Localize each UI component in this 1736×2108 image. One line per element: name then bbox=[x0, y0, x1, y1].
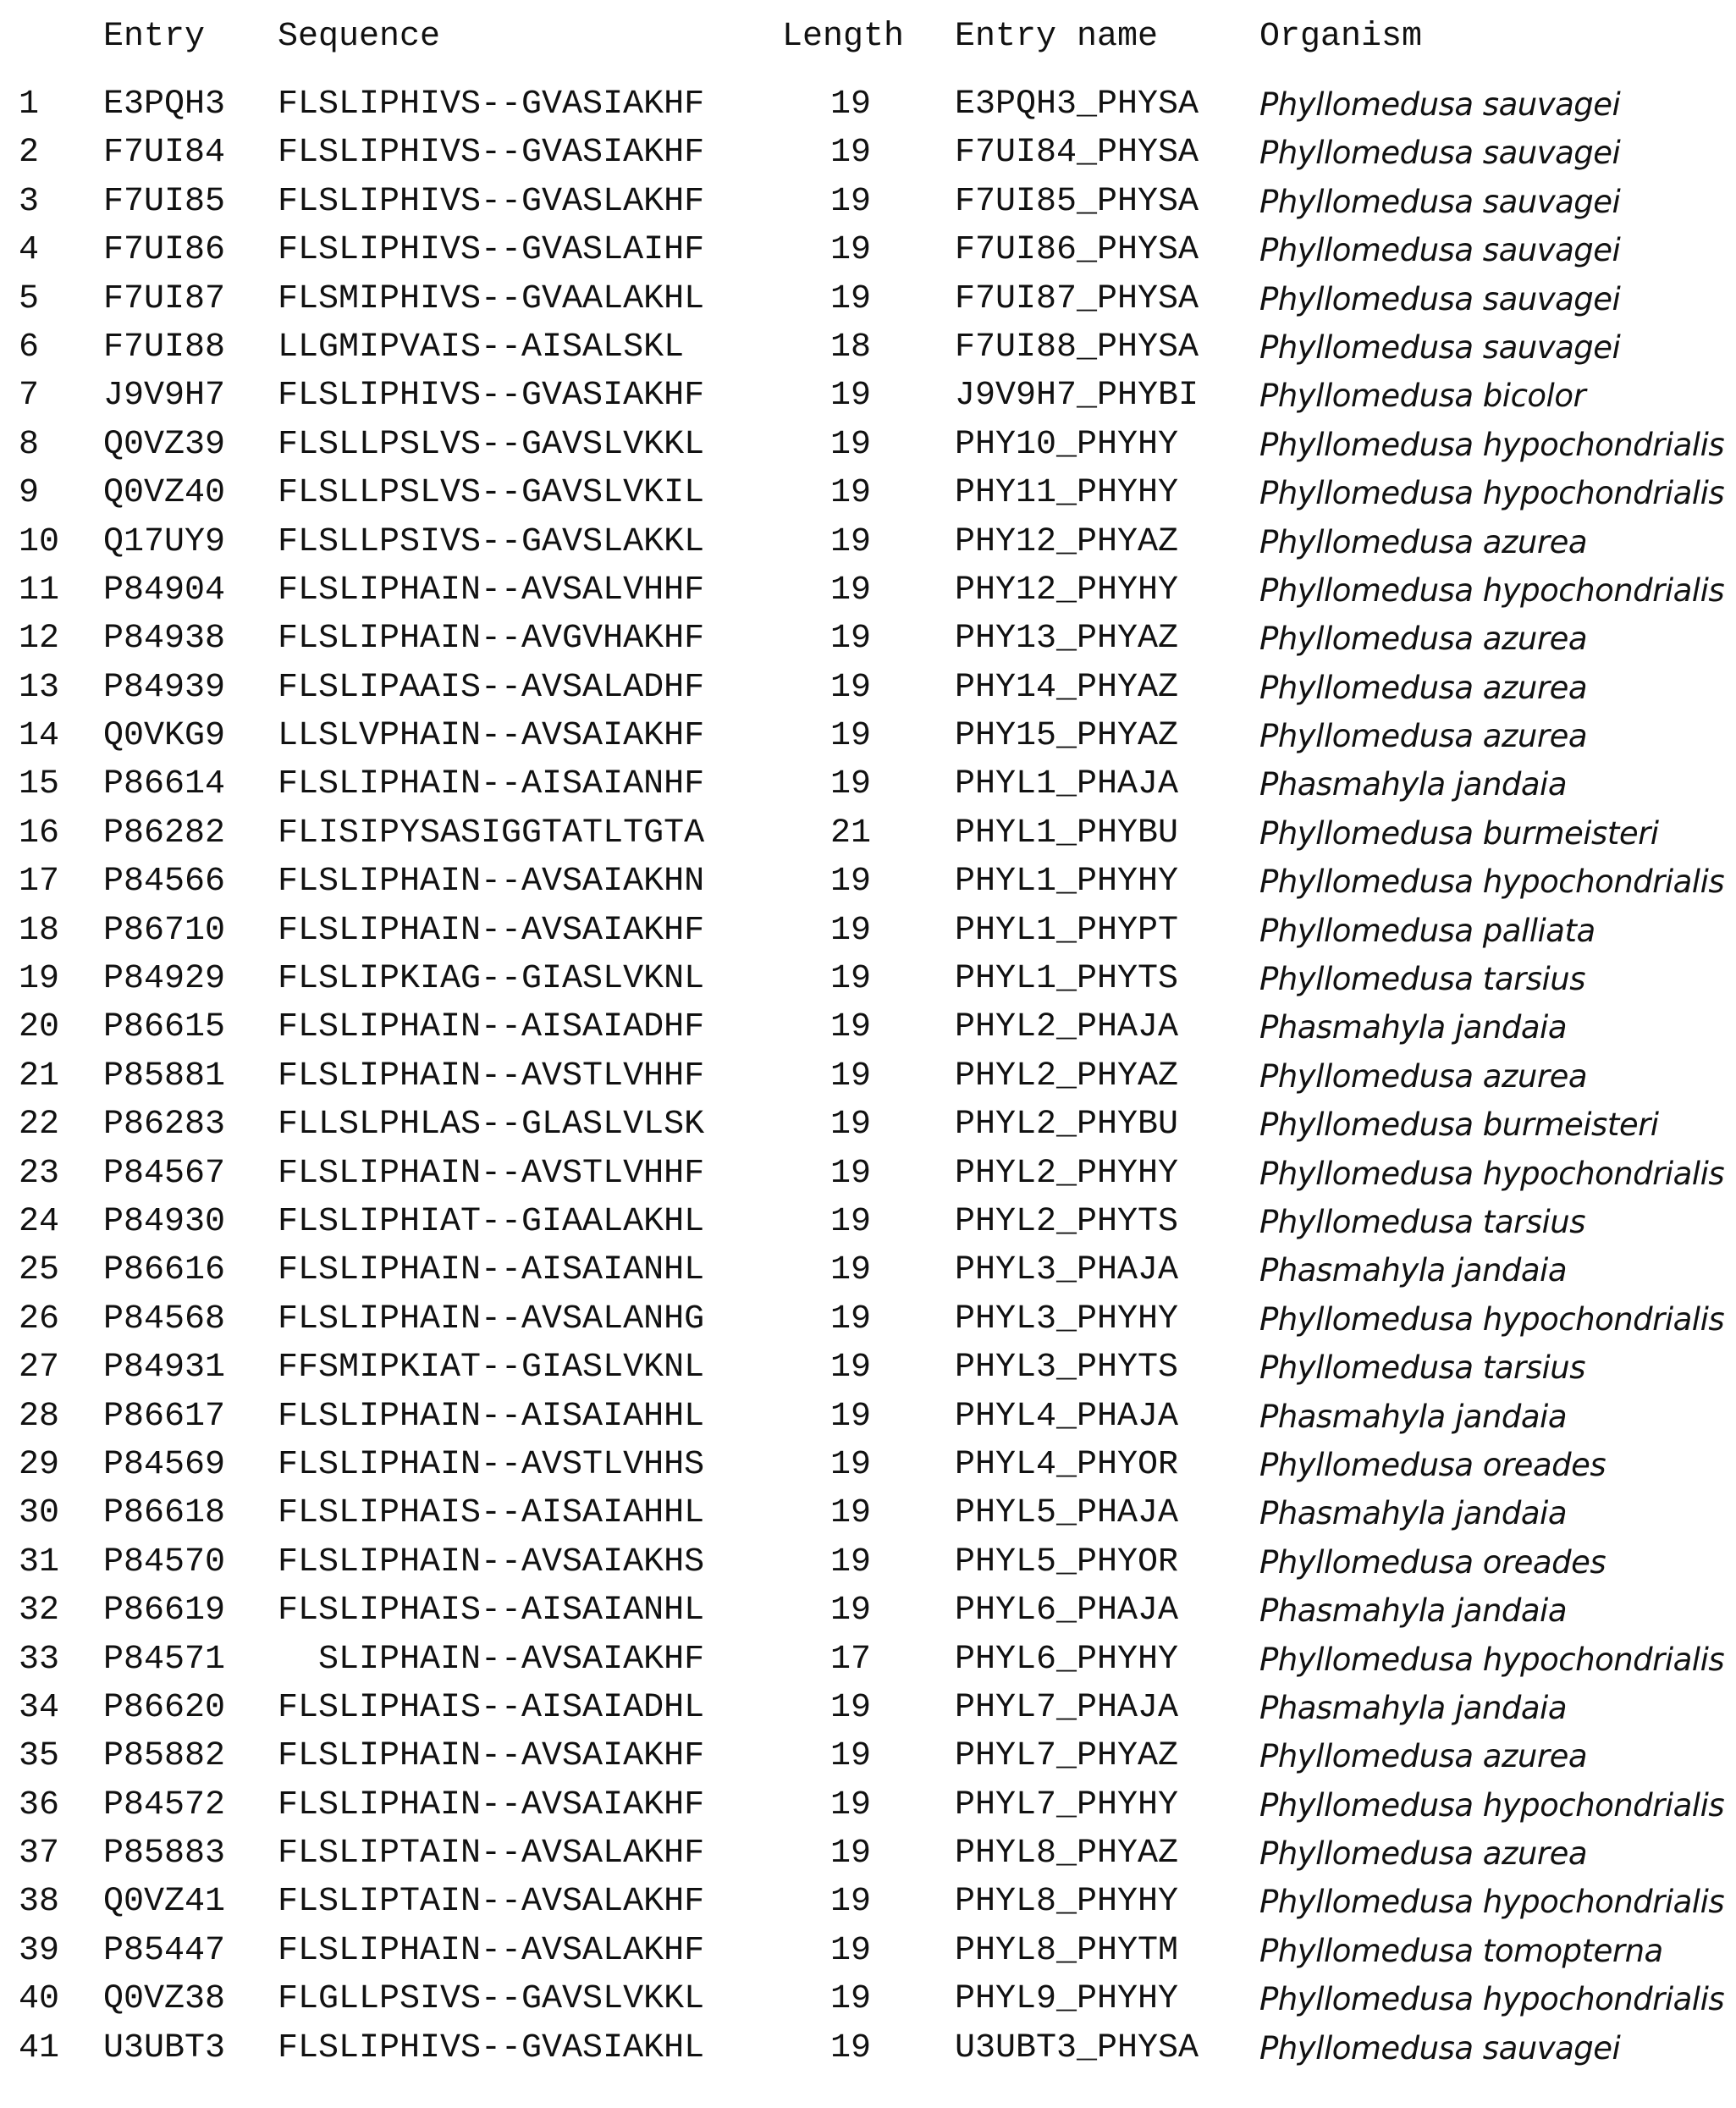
organism-cell: Phyllomedusa sauvagei bbox=[1259, 135, 1621, 172]
length-cell: 19 bbox=[829, 1057, 871, 1095]
length-cell: 19 bbox=[829, 911, 871, 950]
row-number: 2 bbox=[19, 134, 40, 173]
sequence-cell: FLSLIPTAIN--AVSALAKHF bbox=[278, 1883, 705, 1922]
table-body bbox=[0, 76, 1736, 2068]
row-number: 14 bbox=[19, 717, 60, 756]
entry-name-cell: PHYL2_PHYAZ bbox=[955, 1057, 1179, 1095]
entry-name-cell: F7UI87_PHYSA bbox=[955, 279, 1199, 318]
sequence-cell: FLSLIPHAIS--AISAIADHL bbox=[278, 1688, 705, 1727]
entry-name-cell: PHY12_PHYAZ bbox=[955, 522, 1179, 561]
entry-name-cell: PHYL4_PHYOR bbox=[955, 1445, 1179, 1484]
organism-cell: Phasmahyla jandaia bbox=[1259, 1398, 1568, 1435]
table-row bbox=[0, 222, 1736, 270]
sequence-cell: FLSLIPHAIN--AVGVHAKHF bbox=[278, 620, 705, 659]
length-cell: 19 bbox=[829, 1397, 871, 1436]
table-row bbox=[0, 271, 1736, 319]
row-number: 21 bbox=[19, 1057, 60, 1095]
entry-cell: P86615 bbox=[103, 1008, 226, 1047]
entry-cell: P85882 bbox=[103, 1737, 226, 1776]
row-number: 17 bbox=[19, 863, 60, 902]
organism-cell: Phasmahyla jandaia bbox=[1259, 1252, 1568, 1289]
row-number: 35 bbox=[19, 1737, 60, 1776]
table-row bbox=[0, 1339, 1736, 1388]
entry-cell: P86620 bbox=[103, 1688, 226, 1727]
organism-cell: Phyllomedusa sauvagei bbox=[1259, 280, 1621, 317]
table-row bbox=[0, 417, 1736, 465]
entry-cell: P84568 bbox=[103, 1300, 226, 1338]
entry-cell: P84931 bbox=[103, 1349, 226, 1388]
entry-cell: Q0VZ39 bbox=[103, 425, 226, 464]
length-cell: 19 bbox=[829, 1106, 871, 1145]
sequence-cell: FLSLIPHIVS--GVASLAIHF bbox=[278, 231, 705, 270]
length-cell: 19 bbox=[829, 1542, 871, 1581]
sequence-cell: FLSLIPHIVS--GVASIAKHF bbox=[278, 134, 705, 173]
row-number: 36 bbox=[19, 1785, 60, 1824]
entry-name-cell: PHYL2_PHYBU bbox=[955, 1106, 1179, 1145]
length-cell: 21 bbox=[829, 814, 871, 853]
entry-cell: P86283 bbox=[103, 1106, 226, 1145]
row-number: 32 bbox=[19, 1592, 60, 1631]
row-number: 1 bbox=[19, 86, 40, 124]
row-number: 38 bbox=[19, 1883, 60, 1922]
length-cell: 19 bbox=[829, 1688, 871, 1727]
entry-cell: P86282 bbox=[103, 814, 226, 853]
length-cell: 19 bbox=[829, 571, 871, 610]
entry-cell: Q0VKG9 bbox=[103, 717, 226, 756]
row-number: 15 bbox=[19, 765, 60, 804]
sequence-cell: FLSLIPHAIN--AVSTLVHHS bbox=[278, 1445, 705, 1484]
length-cell: 19 bbox=[829, 1737, 871, 1776]
length-cell: 19 bbox=[829, 1202, 871, 1241]
entry-cell: F7UI88 bbox=[103, 328, 226, 367]
length-cell: 19 bbox=[829, 1835, 871, 1873]
row-number: 39 bbox=[19, 1931, 60, 1970]
entry-cell: P84930 bbox=[103, 1202, 226, 1241]
sequence-cell: FLSLIPHAIS--AISAIAHHL bbox=[278, 1494, 705, 1533]
length-cell: 18 bbox=[829, 328, 871, 367]
row-number: 18 bbox=[19, 911, 60, 950]
length-cell: 19 bbox=[829, 1883, 871, 1922]
table-row bbox=[0, 1873, 1736, 1922]
organism-cell: Phyllomedusa palliata bbox=[1259, 912, 1595, 949]
table-row bbox=[0, 902, 1736, 951]
entry-cell: P84929 bbox=[103, 960, 226, 999]
entry-cell: F7UI86 bbox=[103, 231, 226, 270]
row-number: 22 bbox=[19, 1106, 60, 1145]
row-number: 6 bbox=[19, 328, 40, 367]
row-number: 7 bbox=[19, 377, 40, 416]
entry-cell: F7UI87 bbox=[103, 279, 226, 318]
organism-cell: Phyllomedusa hypochondrialis bbox=[1259, 475, 1725, 512]
table-row bbox=[0, 1728, 1736, 1776]
sequence-cell: FLSLIPHAIN--AVSALANHG bbox=[278, 1300, 705, 1338]
table-row bbox=[0, 1923, 1736, 1971]
row-number: 37 bbox=[19, 1835, 60, 1873]
table-row bbox=[0, 1242, 1736, 1290]
row-number: 25 bbox=[19, 1251, 60, 1290]
length-cell: 19 bbox=[829, 2028, 871, 2067]
length-cell: 19 bbox=[829, 1154, 871, 1193]
sequence-cell: FLSLIPHAIN--AVSAIAKHF bbox=[278, 1785, 705, 1824]
table-row bbox=[0, 708, 1736, 756]
table-row bbox=[0, 659, 1736, 708]
table-row bbox=[0, 367, 1736, 416]
entry-cell: P84567 bbox=[103, 1154, 226, 1193]
entry-name-cell: PHYL7_PHYAZ bbox=[955, 1737, 1179, 1776]
table-row bbox=[0, 124, 1736, 173]
table-row bbox=[0, 76, 1736, 124]
organism-cell: Phyllomedusa tarsius bbox=[1259, 961, 1585, 998]
sequence-cell: LLSLVPHAIN--AVSAIAKHF bbox=[278, 717, 705, 756]
entry-cell: P86619 bbox=[103, 1592, 226, 1631]
sequence-cell: FLSLIPHIVS--GVASIAKHF bbox=[278, 86, 705, 124]
table-row bbox=[0, 1582, 1736, 1631]
entry-name-cell: F7UI84_PHYSA bbox=[955, 134, 1199, 173]
table-row bbox=[0, 1194, 1736, 1242]
entry-cell: J9V9H7 bbox=[103, 377, 226, 416]
entry-cell: P86710 bbox=[103, 911, 226, 950]
row-number: 24 bbox=[19, 1202, 60, 1241]
entry-name-cell: PHYL8_PHYAZ bbox=[955, 1835, 1179, 1873]
row-number: 20 bbox=[19, 1008, 60, 1047]
length-cell: 19 bbox=[829, 377, 871, 416]
organism-cell: Phyllomedusa sauvagei bbox=[1259, 328, 1621, 366]
organism-cell: Phyllomedusa oreades bbox=[1259, 1446, 1606, 1483]
sequence-cell: FLSLIPTAIN--AVSALAKHF bbox=[278, 1835, 705, 1873]
sequence-cell: LLGMIPVAIS--AISALSKL bbox=[278, 328, 685, 367]
row-number: 40 bbox=[19, 1980, 60, 2019]
entry-name-cell: F7UI88_PHYSA bbox=[955, 328, 1199, 367]
length-cell: 19 bbox=[829, 231, 871, 270]
sequence-cell: SLIPHAIN--AVSAIAKHF bbox=[278, 1640, 705, 1679]
row-number: 19 bbox=[19, 960, 60, 999]
organism-cell: Phyllomedusa tarsius bbox=[1259, 1349, 1585, 1387]
length-cell: 19 bbox=[829, 960, 871, 999]
entry-name-cell: PHY13_PHYAZ bbox=[955, 620, 1179, 659]
row-number: 9 bbox=[19, 474, 40, 513]
organism-cell: Phyllomedusa sauvagei bbox=[1259, 232, 1621, 269]
table-row bbox=[0, 1825, 1736, 1873]
entry-name-cell: PHYL1_PHYBU bbox=[955, 814, 1179, 853]
length-cell: 19 bbox=[829, 1300, 871, 1338]
table-row bbox=[0, 1485, 1736, 1533]
entry-name-cell: PHYL9_PHYHY bbox=[955, 1980, 1179, 2019]
entry-name-cell: PHYL3_PHAJA bbox=[955, 1251, 1179, 1290]
row-number: 23 bbox=[19, 1154, 60, 1193]
length-cell: 19 bbox=[829, 620, 871, 659]
table-row bbox=[0, 1971, 1736, 2019]
entry-cell: Q0VZ40 bbox=[103, 474, 226, 513]
organism-cell: Phyllomedusa oreades bbox=[1259, 1543, 1606, 1581]
length-cell: 17 bbox=[829, 1640, 871, 1679]
header-sequence: Sequence bbox=[278, 18, 441, 56]
entry-cell: P84566 bbox=[103, 863, 226, 902]
entry-name-cell: E3PQH3_PHYSA bbox=[955, 86, 1199, 124]
organism-cell: Phyllomedusa azurea bbox=[1259, 669, 1588, 706]
sequence-cell: FLSMIPHIVS--GVAALAKHL bbox=[278, 279, 705, 318]
entry-cell: P85447 bbox=[103, 1931, 226, 1970]
sequence-cell: FLSLIPHAIN--AISAIANHF bbox=[278, 765, 705, 804]
entry-name-cell: J9V9H7_PHYBI bbox=[955, 377, 1199, 416]
entry-name-cell: PHYL1_PHYPT bbox=[955, 911, 1179, 950]
entry-name-cell: PHY10_PHYHY bbox=[955, 425, 1179, 464]
length-cell: 19 bbox=[829, 1592, 871, 1631]
entry-name-cell: F7UI85_PHYSA bbox=[955, 182, 1199, 221]
row-number: 29 bbox=[19, 1445, 60, 1484]
row-number: 28 bbox=[19, 1397, 60, 1436]
table-row bbox=[0, 562, 1736, 610]
sequence-cell: FLSLIPHAIS--AISAIANHL bbox=[278, 1592, 705, 1631]
sequence-cell: FLSLIPHAIN--AVSAIAKHN bbox=[278, 863, 705, 902]
sequence-cell: FLSLIPHIAT--GIAALAKHL bbox=[278, 1202, 705, 1241]
organism-cell: Phyllomedusa hypochondrialis bbox=[1259, 426, 1725, 463]
organism-cell: Phyllomedusa azurea bbox=[1259, 523, 1588, 560]
length-cell: 19 bbox=[829, 182, 871, 221]
row-number: 12 bbox=[19, 620, 60, 659]
entry-name-cell: PHYL7_PHAJA bbox=[955, 1688, 1179, 1727]
organism-cell: Phyllomedusa azurea bbox=[1259, 1835, 1588, 1873]
table-row bbox=[0, 174, 1736, 222]
entry-name-cell: PHYL2_PHYTS bbox=[955, 1202, 1179, 1241]
length-cell: 19 bbox=[829, 1785, 871, 1824]
organism-cell: Phyllomedusa hypochondrialis bbox=[1259, 1786, 1725, 1824]
entry-cell: P85881 bbox=[103, 1057, 226, 1095]
table-row bbox=[0, 1388, 1736, 1437]
sequence-cell: FLSLIPAAIS--AVSALADHF bbox=[278, 668, 705, 707]
organism-cell: Phyllomedusa hypochondrialis bbox=[1259, 571, 1725, 609]
row-number: 41 bbox=[19, 2028, 60, 2067]
length-cell: 19 bbox=[829, 279, 871, 318]
row-number: 13 bbox=[19, 668, 60, 707]
organism-cell: Phyllomedusa tomopterna bbox=[1259, 1932, 1663, 1969]
row-number: 30 bbox=[19, 1494, 60, 1533]
organism-cell: Phyllomedusa hypochondrialis bbox=[1259, 1300, 1725, 1338]
organism-cell: Phyllomedusa sauvagei bbox=[1259, 86, 1621, 123]
length-cell: 19 bbox=[829, 425, 871, 464]
table-row bbox=[0, 805, 1736, 853]
entry-name-cell: PHYL7_PHYHY bbox=[955, 1785, 1179, 1824]
entry-cell: P86618 bbox=[103, 1494, 226, 1533]
table-row bbox=[0, 951, 1736, 999]
organism-cell: Phyllomedusa tarsius bbox=[1259, 1203, 1585, 1240]
organism-cell: Phasmahyla jandaia bbox=[1259, 1495, 1568, 1532]
organism-cell: Phyllomedusa azurea bbox=[1259, 718, 1588, 755]
table-row bbox=[0, 2020, 1736, 2068]
sequence-cell: FLSLIPKIAG--GIASLVKNL bbox=[278, 960, 705, 999]
organism-cell: Phyllomedusa hypochondrialis bbox=[1259, 864, 1725, 901]
table-row bbox=[0, 1437, 1736, 1485]
length-cell: 19 bbox=[829, 1349, 871, 1388]
length-cell: 19 bbox=[829, 134, 871, 173]
row-number: 31 bbox=[19, 1542, 60, 1581]
entry-name-cell: PHYL5_PHAJA bbox=[955, 1494, 1179, 1533]
table-header bbox=[0, 0, 1736, 76]
row-number: 34 bbox=[19, 1688, 60, 1727]
sequence-cell: FLLSLPHLAS--GLASLVLSK bbox=[278, 1106, 705, 1145]
entry-name-cell: PHY15_PHYAZ bbox=[955, 717, 1179, 756]
entry-cell: P86614 bbox=[103, 765, 226, 804]
sequence-cell: FLSLIPHIVS--GVASIAKHL bbox=[278, 2028, 705, 2067]
sequence-cell: FLSLIPHIVS--GVASLAKHF bbox=[278, 182, 705, 221]
table-row bbox=[0, 1534, 1736, 1582]
row-number: 11 bbox=[19, 571, 60, 610]
organism-cell: Phyllomedusa hypochondrialis bbox=[1259, 1155, 1725, 1192]
entry-name-cell: PHYL6_PHYHY bbox=[955, 1640, 1179, 1679]
row-number: 26 bbox=[19, 1300, 60, 1338]
entry-cell: P84939 bbox=[103, 668, 226, 707]
header-length: Length bbox=[782, 18, 905, 56]
table-row bbox=[0, 1291, 1736, 1339]
table-row bbox=[0, 853, 1736, 902]
table-row bbox=[0, 319, 1736, 367]
table-row bbox=[0, 1680, 1736, 1728]
length-cell: 19 bbox=[829, 1251, 871, 1290]
sequence-cell: FLSLIPHAIN--AVSAIAKHS bbox=[278, 1542, 705, 1581]
table-row bbox=[0, 1631, 1736, 1680]
table-row bbox=[0, 1048, 1736, 1096]
sequence-cell: FLSLIPHAIN--AVSALVHHF bbox=[278, 571, 705, 610]
organism-cell: Phyllomedusa sauvagei bbox=[1259, 183, 1621, 220]
organism-cell: Phyllomedusa azurea bbox=[1259, 1738, 1588, 1775]
header-entry: Entry bbox=[103, 18, 206, 56]
entry-name-cell: PHYL3_PHYHY bbox=[955, 1300, 1179, 1338]
entry-name-cell: PHYL5_PHYOR bbox=[955, 1542, 1179, 1581]
entry-cell: F7UI84 bbox=[103, 134, 226, 173]
row-number: 4 bbox=[19, 231, 40, 270]
entry-cell: P84904 bbox=[103, 571, 226, 610]
organism-cell: Phasmahyla jandaia bbox=[1259, 1009, 1568, 1046]
entry-name-cell: PHYL4_PHAJA bbox=[955, 1397, 1179, 1436]
row-number: 3 bbox=[19, 182, 40, 221]
organism-cell: Phyllomedusa sauvagei bbox=[1259, 2029, 1621, 2067]
table-row bbox=[0, 756, 1736, 804]
entry-cell: Q0VZ41 bbox=[103, 1883, 226, 1922]
length-cell: 19 bbox=[829, 1931, 871, 1970]
entry-name-cell: PHYL6_PHAJA bbox=[955, 1592, 1179, 1631]
length-cell: 19 bbox=[829, 717, 871, 756]
length-cell: 19 bbox=[829, 86, 871, 124]
entry-cell: P84569 bbox=[103, 1445, 226, 1484]
entry-cell: Q0VZ38 bbox=[103, 1980, 226, 2019]
row-number: 33 bbox=[19, 1640, 60, 1679]
entry-name-cell: PHYL2_PHYHY bbox=[955, 1154, 1179, 1193]
entry-name-cell: PHYL8_PHYTM bbox=[955, 1931, 1179, 1970]
table-row bbox=[0, 465, 1736, 513]
organism-cell: Phyllomedusa hypochondrialis bbox=[1259, 1641, 1725, 1678]
entry-name-cell: PHYL1_PHYTS bbox=[955, 960, 1179, 999]
table-row bbox=[0, 514, 1736, 562]
organism-cell: Phasmahyla jandaia bbox=[1259, 1592, 1568, 1630]
length-cell: 19 bbox=[829, 765, 871, 804]
organism-cell: Phyllomedusa hypochondrialis bbox=[1259, 1884, 1725, 1921]
sequence-cell: FLSLIPHAIN--AVSTLVHHF bbox=[278, 1057, 705, 1095]
entry-name-cell: PHY14_PHYAZ bbox=[955, 668, 1179, 707]
header-entry-name: Entry name bbox=[955, 18, 1159, 56]
table-row bbox=[0, 1096, 1736, 1145]
organism-cell: Phyllomedusa azurea bbox=[1259, 1057, 1588, 1095]
length-cell: 19 bbox=[829, 1494, 871, 1533]
sequence-cell: FLSLIPHAIN--AVSAIAKHF bbox=[278, 1737, 705, 1776]
sequence-cell: FLSLIPHAIN--AISAIADHF bbox=[278, 1008, 705, 1047]
table-row bbox=[0, 610, 1736, 659]
entry-name-cell: PHYL8_PHYHY bbox=[955, 1883, 1179, 1922]
organism-cell: Phyllomedusa bicolor bbox=[1259, 378, 1586, 415]
length-cell: 19 bbox=[829, 1445, 871, 1484]
entry-cell: P84570 bbox=[103, 1542, 226, 1581]
entry-cell: P86617 bbox=[103, 1397, 226, 1436]
sequence-cell: FLSLIPHAIN--AVSTLVHHF bbox=[278, 1154, 705, 1193]
organism-cell: Phyllomedusa hypochondrialis bbox=[1259, 1981, 1725, 2018]
length-cell: 19 bbox=[829, 668, 871, 707]
entry-cell: U3UBT3 bbox=[103, 2028, 226, 2067]
length-cell: 19 bbox=[829, 522, 871, 561]
entry-name-cell: PHYL3_PHYTS bbox=[955, 1349, 1179, 1388]
organism-cell: Phasmahyla jandaia bbox=[1259, 766, 1568, 803]
sequence-cell: FLSLLPSIVS--GAVSLAKKL bbox=[278, 522, 705, 561]
entry-name-cell: PHYL1_PHAJA bbox=[955, 765, 1179, 804]
length-cell: 19 bbox=[829, 474, 871, 513]
entry-name-cell: PHY12_PHYHY bbox=[955, 571, 1179, 610]
entry-cell: P84572 bbox=[103, 1785, 226, 1824]
entry-cell: Q17UY9 bbox=[103, 522, 226, 561]
sequence-cell: FLSLIPHIVS--GVASIAKHF bbox=[278, 377, 705, 416]
sequence-cell: FLSLIPHAIN--AISAIAHHL bbox=[278, 1397, 705, 1436]
entry-name-cell: PHYL1_PHYHY bbox=[955, 863, 1179, 902]
table-row bbox=[0, 1777, 1736, 1825]
sequence-cell: FLSLIPHAIN--AVSALAKHF bbox=[278, 1931, 705, 1970]
row-number: 10 bbox=[19, 522, 60, 561]
entry-cell: E3PQH3 bbox=[103, 86, 226, 124]
row-number: 8 bbox=[19, 425, 40, 464]
entry-cell: P86616 bbox=[103, 1251, 226, 1290]
entry-name-cell: F7UI86_PHYSA bbox=[955, 231, 1199, 270]
sequence-cell: FLSLLPSLVS--GAVSLVKIL bbox=[278, 474, 705, 513]
length-cell: 19 bbox=[829, 1980, 871, 2019]
entry-cell: P84938 bbox=[103, 620, 226, 659]
entry-cell: P84571 bbox=[103, 1640, 226, 1679]
length-cell: 19 bbox=[829, 1008, 871, 1047]
header-organism: Organism bbox=[1259, 18, 1423, 56]
entry-cell: P85883 bbox=[103, 1835, 226, 1873]
sequence-cell: FFSMIPKIAT--GIASLVKNL bbox=[278, 1349, 705, 1388]
row-number: 16 bbox=[19, 814, 60, 853]
sequence-cell: FLISIPYSASIGGTATLTGTA bbox=[278, 814, 705, 853]
entry-name-cell: U3UBT3_PHYSA bbox=[955, 2028, 1199, 2067]
organism-cell: Phasmahyla jandaia bbox=[1259, 1689, 1568, 1726]
sequence-cell: FLSLLPSLVS--GAVSLVKKL bbox=[278, 425, 705, 464]
sequence-cell: FLSLIPHAIN--AISAIANHL bbox=[278, 1251, 705, 1290]
organism-cell: Phyllomedusa burmeisteri bbox=[1259, 1106, 1659, 1144]
table-row bbox=[0, 999, 1736, 1047]
entry-cell: F7UI85 bbox=[103, 182, 226, 221]
table-row bbox=[0, 1145, 1736, 1194]
entry-name-cell: PHY11_PHYHY bbox=[955, 474, 1179, 513]
row-number: 27 bbox=[19, 1349, 60, 1388]
organism-cell: Phyllomedusa burmeisteri bbox=[1259, 814, 1659, 852]
organism-cell: Phyllomedusa azurea bbox=[1259, 621, 1588, 658]
sequence-cell: FLSLIPHAIN--AVSAIAKHF bbox=[278, 911, 705, 950]
entry-name-cell: PHYL2_PHAJA bbox=[955, 1008, 1179, 1047]
row-number: 5 bbox=[19, 279, 40, 318]
sequence-cell: FLGLLPSIVS--GAVSLVKKL bbox=[278, 1980, 705, 2019]
length-cell: 19 bbox=[829, 863, 871, 902]
